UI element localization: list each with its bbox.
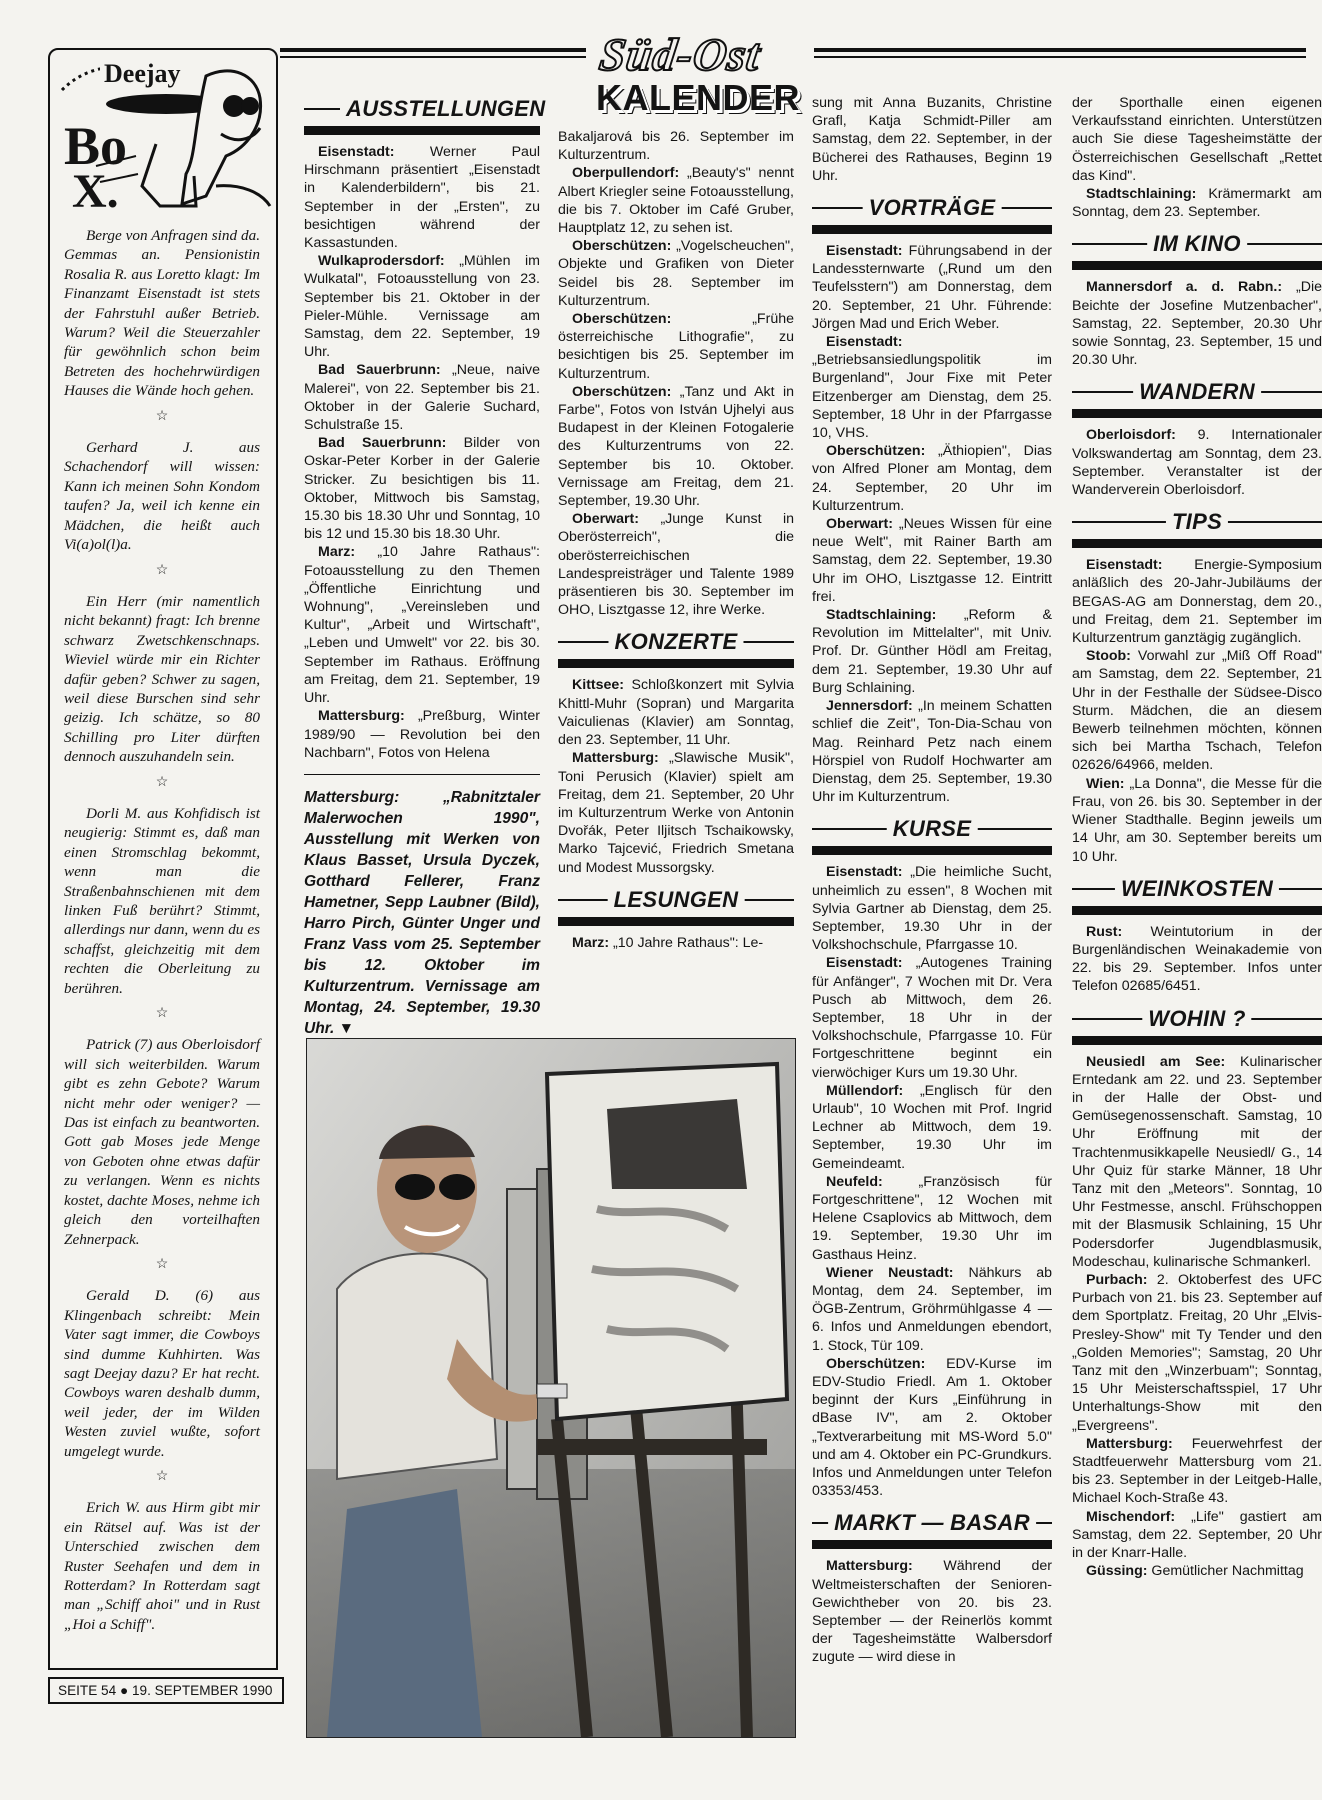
calendar-entry bbox=[1072, 1053, 1322, 1271]
calendar-entry bbox=[812, 442, 1052, 515]
calendar-entry bbox=[812, 242, 1052, 333]
entry-text: Während der Weltmeisterschaften der Senioren-Gewichtheber von 20. bis 23. September — der Reinerlös kommt der Tagesheimstätte Walbersdorf zugute — wird diese in bbox=[812, 1558, 1052, 1666]
section-header-ausstellungen: AUSSTELLUNGEN bbox=[304, 96, 540, 135]
entries-konzerte bbox=[558, 676, 794, 876]
photo-illustration bbox=[307, 1039, 795, 1737]
deejay-letter: Ein Herr (mir namentlich nicht bekannt) fragt: Ich brenne schwarz Zwetschkenschnaps. Wieviel würde mir ein Richter dafür geben? Schwer zu sagen, weil diese Burschen sind sehr geizig. Ich schätze, so 80 Schilling pro Liter dürften dennoch auszuhandeln sein. bbox=[64, 592, 260, 766]
deejay-letter: Gerhard J. aus Schachendorf will wissen: Kann ich meinen Sohn Kondom taufen? Ja, weil ich kenne ein Mädchen, die heißt auch Vi(a)ol(l)a. bbox=[64, 439, 260, 554]
entry-place: Mattersburg: bbox=[572, 750, 659, 767]
entry-text: „Preßburg, Winter 1989/90 — Revolution bei den Nachbarn", Fotos von Helena bbox=[304, 708, 540, 761]
entry-text: „10 Jahre Rathaus": Fotoausstellung zu den Themen „Öffentliche Einrichtung und Wohnung", „Vereinsleben und Kultur", „Arbeit und Wirtschaft", „Leben und Umwelt" vor 22. bis 30. September im Rathaus. Eröffnung am Freitag, dem 21. September, 19 Uhr. bbox=[304, 544, 540, 707]
entry-text: „In meinem Schatten schlief die Zeit", Ton-Dia-Schau von Mag. Reinhard Petz nach einem Hörspiel von Rudolf Hochwarter am Dienstag, dem 25. September, 19.30 Uhr im Kulturzentrum. bbox=[812, 698, 1052, 806]
entry-place: Eisenstadt: bbox=[826, 955, 903, 972]
entry-text: „Life" gastiert am Samstag, dem 22. September, 20 Uhr in der Knarr-Halle. bbox=[1072, 1508, 1322, 1561]
section-header-im-kino: IM KINO bbox=[1072, 231, 1322, 270]
entry-place: Rust: bbox=[1086, 923, 1123, 940]
star-divider-icon: ☆ bbox=[155, 1006, 169, 1022]
lead-text: der Sporthalle einen eigenen Verkaufsstand einrichten. Unterstützen auch Sie diese Tagesheimstätte der Österreichischen Gesellschaft „Rettet das Kind". bbox=[1072, 95, 1322, 184]
entry-text: Bilder von Oskar-Peter Korber in der Galerie Stricker. Zu besichtigen bis 11. Oktober, Mittwoch bis Samstag, 15.30 bis 18.30 Uhr und Sonntag, 10 bis 12 und 15.30 bis 18.30 Uhr. bbox=[304, 435, 541, 543]
entry-text: Energie-Symposium anläßlich des 20-Jahr-Jubiläums der BEGAS-AG am Donnerstag, dem 20., und Freitag, dem 21. September im Kulturzentrum ganztägig zugänglich. bbox=[1072, 557, 1322, 647]
entries-lesungen bbox=[558, 934, 794, 952]
column-4-inner bbox=[1072, 94, 1322, 1580]
calendar-entry bbox=[1072, 647, 1322, 774]
calendar-entry bbox=[304, 707, 540, 762]
masthead-rule-right bbox=[814, 48, 1306, 52]
deejay-letter: Berge von Anfragen sind da. Gemmas an. Pensionistin Rosalia R. aus Loretto klagt: Im Finanzamt Eisenstadt ist stets der Fahrstuhl außer Betrieb. Warum? Weil die Steuerzahler für gewöhnlich schon beim Betreten des hochehrwürdigen Hauses die Wände hoch gehen. bbox=[64, 227, 260, 400]
section-header-weinkosten: WEINKOSTEN bbox=[1072, 876, 1322, 915]
entry-text: „Äthiopien", Dias von Alfred Ploner am Montag, dem 24. September, 20 Uhr im Kulturzentrum. bbox=[812, 443, 1052, 514]
calendar-entry bbox=[558, 749, 794, 876]
entry-place: Oberschützen: bbox=[572, 238, 672, 255]
star-divider-icon: ☆ bbox=[155, 562, 169, 578]
calendar-entry bbox=[304, 361, 540, 434]
entry-place: Müllendorf: bbox=[826, 1082, 904, 1099]
section-header-markt-basar: MARKT — BASAR bbox=[812, 1510, 1052, 1549]
entry-place: Wiener Neustadt: bbox=[826, 1264, 954, 1281]
entry-place: Mattersburg: bbox=[826, 1558, 913, 1575]
entry-place: Marz: bbox=[572, 934, 610, 951]
entry-text: „Vogelscheuchen", Objekte und Grafiken von Dieter Seidel bis 28. September im Kulturzentrum. bbox=[558, 238, 794, 309]
calendar-entry bbox=[558, 510, 794, 619]
entry-text: Führungsabend in der Landessternwarte („Rund um den Teufelsstern") am Donnerstag, dem 20. September, 21 Uhr. Führende: Jörgen Mad und Erich Weber. bbox=[812, 243, 1052, 332]
calendar-entry bbox=[558, 934, 794, 952]
entry-text: „Frühe österreichische Lithografie", zu besichtigen bis 25. September im Kulturzentrum. bbox=[558, 311, 794, 382]
entry-place: Oberschützen: bbox=[572, 383, 672, 400]
lead-text: Bakaljarová bis 26. September im Kulturzentrum. bbox=[558, 129, 794, 164]
deejay-logo-x: X. bbox=[72, 165, 119, 218]
star-divider-icon: ☆ bbox=[155, 1256, 169, 1272]
entry-place: Stadtschlaining: bbox=[1086, 186, 1197, 203]
entry-text: 2. Oktoberfest des UFC Purbach von 21. bis 23. September auf dem Sportplatz. Freitag, 20 Uhr „Elvis-Presley-Show" mit Ty Tender und den „Golden Memories"; Samstag, 20 Uhr Tanz mit den „Winzerbuam"; Sonntag, 15 Uhr Meisterschaftsspiel, 17 Uhr Unterhaltungs-Show mit den „Evergreens". bbox=[1072, 1271, 1322, 1434]
calendar-entry bbox=[812, 1173, 1052, 1264]
entry-place: Stoob: bbox=[1086, 648, 1131, 665]
entry-place: Oberschützen: bbox=[826, 443, 926, 460]
calendar-entry bbox=[1072, 1562, 1322, 1580]
calendar-entry bbox=[304, 434, 540, 543]
entry-place: Oberloisdorf: bbox=[1086, 427, 1176, 444]
masthead bbox=[592, 30, 812, 126]
entry-text: „Mühlen im Wulkatal", Fotoausstellung von 23. September bis 21. Oktober in der Pieler-Mühle. Vernissage am Samstag, dem 22. September, 19 Uhr. bbox=[304, 253, 540, 361]
highlight-rabnitztaler: Mattersburg: „Rabnitztaler Malerwochen 1990", Ausstellung mit Werken von Klaus Basset, Ursula Dyczek, Gotthard Fellerer, Franz Hametner, Sepp Laubner (Bild), Harro Pirch, Günter Unger und Franz Vass vom 25. September bis 12. Oktober im Kulturzentrum. Vernissage am Montag, 24. September, 19.30 Uhr. ▼ bbox=[304, 788, 540, 1037]
entry-text: Kulinarischer Erntedank am 22. und 23. September in der Halle der Obst- und Gemüsegenossenschaft. Samstag, 10 Uhr Eröffnung mit der Trachtenmusikkapelle Neusiedl/ G., 14 Uhr Quiz für starke Männer, 18 Uhr Tanz mit den „Meteors". Sonntag, 10 Uhr Festmesse, anschl. Frühschoppen mit der Blasmusik Schlaining, 15 Uhr Podersdorfer Jugendblasmusik, Modeschau, kulinarische Schmankerl. bbox=[1072, 1053, 1322, 1270]
entry-text: Schloßkonzert mit Sylvia Khittl-Muhr (Sopran) und Margarita Vaiculienas (Klavier) am Sonntag, den 23. September, 11 Uhr. bbox=[558, 677, 794, 749]
entry-place: Kittsee: bbox=[572, 677, 625, 694]
entries-im-kino bbox=[1072, 278, 1322, 369]
entry-text: EDV-Kurse im EDV-Studio Friedl. Am 1. Oktober beginnt der Kurs „Einführung in dBase IV", am 2. Oktober „Textverarbeitung mit MS-Word 5.0" und am 4. Oktober ein PC-Grundkurs. Infos und Anmeldungen unter Telefon 03353/453. bbox=[812, 1355, 1052, 1500]
calendar-entry bbox=[1072, 426, 1322, 499]
calendar-entry bbox=[812, 954, 1052, 1081]
calendar-entry bbox=[812, 333, 1052, 442]
entry-place: Oberschützen: bbox=[572, 311, 672, 328]
entry-place: Mannersdorf a. d. Rabn.: bbox=[1086, 279, 1283, 296]
entries-weinkosten bbox=[1072, 923, 1322, 996]
column-ausstellungen bbox=[304, 94, 546, 1037]
entry-text: „Englisch für den Urlaub", 10 Wochen mit Prof. Ingrid Lechner ab Mittwoch, dem 19. September, 19.30 Uhr im Gemeindeamt. bbox=[812, 1082, 1052, 1172]
calendar-entry bbox=[558, 310, 794, 383]
calendar-entry bbox=[812, 697, 1052, 806]
calendar-entry bbox=[1072, 1508, 1322, 1563]
entry-text: „Französisch für Fortgeschrittene", 12 Wochen mit Helene Csaplovics ab Mittwoch, dem 19. September, 19.30 Uhr im Gasthaus Heinz. bbox=[812, 1173, 1052, 1263]
entry-place: Purbach: bbox=[1086, 1271, 1148, 1288]
deejay-box bbox=[48, 48, 278, 1670]
entry-place: Stadtschlaining: bbox=[826, 607, 937, 624]
entry-place: Oberschützen: bbox=[826, 1355, 926, 1372]
calendar-entry bbox=[304, 252, 540, 361]
calendar-entry bbox=[812, 863, 1052, 954]
column-4 bbox=[1072, 94, 1322, 1754]
calendar-entry bbox=[812, 606, 1052, 697]
masthead-title: KALENDER bbox=[596, 77, 801, 118]
entry-text: „10 Jahre Rathaus": Le- bbox=[609, 934, 764, 951]
entry-place: Mattersburg: bbox=[318, 708, 405, 725]
section-header-tips: TIPS bbox=[1072, 509, 1322, 548]
entry-place: Neufeld: bbox=[826, 1173, 883, 1190]
section-header-kurse: KURSE bbox=[812, 816, 1052, 855]
deejay-letter: Patrick (7) aus Oberloisdorf will sich weiterbilden. Warum gibt es zehn Gebote? Warum nicht mehr oder weniger? — Das ist einfach zu beantworten. Gott gab Moses jede Menge von Geboten ohne etwas dafür zu verlangen. Wenn es nichts kostet, dachte Moses, nehme ich gleich den vorteilhaften Zehnerpack. bbox=[64, 1036, 260, 1248]
calendar-entry bbox=[558, 676, 794, 749]
star-divider-icon: ☆ bbox=[155, 1468, 169, 1484]
entry-text: „Tanz und Akt in Farbe", Fotos von István Ujhelyi aus Budapest in der Kleinen Fotogalerie des Kulturzentrums von 22. September bis 10. Oktober. Vernissage am Freitag, dem 21. September, 19.30 Uhr. bbox=[558, 383, 794, 510]
entry-place: Wien: bbox=[1086, 775, 1125, 792]
calendar-entry bbox=[1072, 556, 1322, 647]
entry-text: Werner Paul Hirschmann präsentiert „Eisenstadt in Kalenderbildern", bis 21. September in der „Ersten", zu besichtigen während der Kassastunden. bbox=[304, 144, 540, 252]
lead-text: sung mit Anna Buzanits, Christine Grafl, Katja Schmidt-Piller am Samstag, dem 22. September, in der Bücherei des Rathauses, Beginn 19 Uhr. bbox=[812, 95, 1052, 184]
entry-text: „Die Beichte der Josefine Mutzenbacher", Samstag, 22. September, 20.30 Uhr sowie Sonntag, 23. September, 15 und 20.30 Uhr. bbox=[1072, 279, 1322, 369]
entry-text: „Slawische Musik", Toni Perusich (Klavier) spielt am Freitag, dem 21. September, 20 Uhr im Kulturzentrum Werke von Antonin Dvořák, Peter Iljitsch Tschaikowsky, Marko Tajcević, Friedrich Smetana und Modest Mussorgsky. bbox=[558, 750, 794, 876]
entry-text: „Junge Kunst in Oberösterreich", die oberösterreichischen Landespreisträger und Talente 1989 präsentieren bis 30. September im OHO, Lisztgasse 12, ihre Werke. bbox=[558, 511, 794, 619]
entry-place: Eisenstadt: bbox=[318, 144, 395, 160]
entry-place: Eisenstadt: bbox=[826, 864, 903, 881]
calendar-entry bbox=[304, 543, 540, 707]
entry-place: Jennersdorf: bbox=[826, 698, 913, 715]
calendar-entry bbox=[1072, 1271, 1322, 1435]
section-header-vortraege: VORTRÄGE bbox=[812, 195, 1052, 234]
calendar-entry bbox=[1072, 923, 1322, 996]
deejay-letter: Erich W. aus Hirm gibt mir ein Rätsel auf. Was ist der Unterschied zwischen dem Ruster Seehafen und dem in Rotterdam? In Rotterdam sagt man „Schiff ahoi" und in Rust „Hoi a Schiff". bbox=[64, 1499, 260, 1633]
entry-text: Krämermarkt am Sonntag, dem 23. September. bbox=[1072, 186, 1322, 221]
entry-place: Eisenstadt: bbox=[826, 334, 903, 351]
deejay-letters bbox=[64, 226, 260, 1638]
entry-text: Nähkurs ab Montag, dem 24. September, im ÖGB-Zentrum, Gröhrmühlgasse 4 — 6. Infos und Anmeldungen ebendort, 1. Stock, Tür 109. bbox=[812, 1264, 1052, 1354]
entry-place: Mischendorf: bbox=[1086, 1508, 1176, 1525]
entry-place: Oberpullendorf: bbox=[572, 165, 680, 182]
entry-place: Eisenstadt: bbox=[1086, 557, 1163, 574]
entry-place: Bad Sauerbrunn: bbox=[318, 362, 441, 379]
entry-place: Eisenstadt: bbox=[826, 243, 903, 260]
entries-wohin bbox=[1072, 1053, 1322, 1581]
calendar-entry bbox=[558, 164, 794, 237]
deejay-logo bbox=[56, 56, 272, 216]
entry-place: Güssing: bbox=[1086, 1563, 1148, 1580]
entry-place: Bad Sauerbrunn: bbox=[318, 435, 447, 452]
entry-place: Oberwart: bbox=[572, 511, 640, 528]
entries-ausstellungen bbox=[304, 143, 540, 762]
calendar-entry bbox=[1072, 278, 1322, 369]
entry-text: „Neues Wissen für eine neue Welt", mit Rainer Barth am Samstag, dem 22. September, 19.30 Uhr im OHO, Lisztgasse 12. Eintritt frei. bbox=[812, 516, 1052, 605]
masthead-rule-left-thin bbox=[280, 56, 586, 58]
page-footer: SEITE 54 ● 19. SEPTEMBER 1990 bbox=[48, 1677, 284, 1704]
section-header-lesungen: LESUNGEN bbox=[558, 887, 794, 926]
entry-place: Mattersburg: bbox=[1086, 1435, 1173, 1452]
calendar-entry bbox=[812, 1355, 1052, 1501]
star-divider-icon: ☆ bbox=[155, 774, 169, 790]
section-header-wandern: WANDERN bbox=[1072, 379, 1322, 418]
entry-place: Neusiedl am See: bbox=[1086, 1053, 1226, 1070]
entries-wandern bbox=[1072, 426, 1322, 499]
entry-text: „La Donna", die Messe für die Frau, von 26. bis 30. September in der Wiener Stadthalle. Beginn jeweils um 14 Uhr, am 30. September bereits um 10 Uhr. bbox=[1072, 775, 1322, 865]
entry-text: Feuerwehrfest der Stadtfeuerwehr Mattersburg vom 21. bis 23. September in der Leitgeb-Halle, Michael Koch-Straße 43. bbox=[1072, 1435, 1322, 1507]
entry-text: „Beauty's" nennt Albert Kriegler seine Fotoausstellung, die bis 7. Oktober im Café Gruber, Hauptplatz 12, zu sehen ist. bbox=[558, 165, 794, 237]
calendar-entry bbox=[812, 1557, 1052, 1666]
star-divider-icon: ☆ bbox=[155, 408, 169, 424]
entry-text: „Reform & Revolution im Mittelalter", mit Univ. Prof. Dr. Günther Hödl am Freitag, dem 21. September, 19.30 Uhr auf Burg Schlaining. bbox=[812, 607, 1052, 696]
entries-stadtschlaining bbox=[1072, 185, 1322, 221]
entry-text: Weintutorium in der Burgenländischen Weinakademie von 22. bis 29. September. Infos unter Telefon 02685/6451. bbox=[1072, 923, 1322, 995]
masthead-rule-left bbox=[280, 48, 586, 52]
entries-kurse bbox=[812, 863, 1052, 1500]
calendar-entry bbox=[558, 383, 794, 510]
column-3 bbox=[812, 94, 1052, 1754]
entry-text: „Neue, naive Malerei", von 22. September bis 21. Oktober in der Galerie Suchard, Schulstraße 15. bbox=[304, 362, 540, 434]
entry-text: „Betriebsansiedlungspolitik im Burgenland", Jour Fixe mit Peter Eitzenberger am Dienstag, dem 25. September, 18 Uhr in der Pfarrgasse 10, VHS. bbox=[812, 352, 1052, 442]
calendar-entry bbox=[812, 515, 1052, 606]
calendar-entry bbox=[558, 237, 794, 310]
deejay-letter: Gerald D. (6) aus Klingenbach schreibt: Mein Vater sagt immer, die Cowboys sind dumme Kuhhirten. Was sagt Deejay dazu? Er hat recht. Cowboys waren deshalb dumm, weil jeder, der im Wilden Westen zuviel wußte, sofort umgelegt wurde. bbox=[64, 1287, 260, 1460]
deejay-letter: Dorli M. aus Kohfidisch ist neugierig: Stimmt es, daß man einen Stromschlag bekommt, wenn man die Straßenbahnschienen mit dem linken Fuß berührt? Stimmt, allerdings nur dann, wenn du es schaffst, gleichzeitig mit dem rechten die Oberleitung zu berühren. bbox=[64, 804, 260, 997]
entry-place: Oberwart: bbox=[826, 516, 894, 533]
calendar-entry bbox=[1072, 775, 1322, 866]
calendar-entry bbox=[812, 1082, 1052, 1173]
calendar-entry bbox=[1072, 185, 1322, 221]
entry-text: 9. Internationaler Volkswandertag am Sonntag, dem 23. September. Veranstalter ist der Wanderverein Oberloisdorf. bbox=[1072, 427, 1322, 499]
entry-text: Gemütlicher Nachmittag bbox=[1147, 1563, 1304, 1580]
entries-markt-basar bbox=[812, 1557, 1052, 1666]
entry-text: „Die heimliche Sucht, unheimlich zu essen", 8 Wochen mit Sylvia Gartner ab Dienstag, dem 25. September, 19.30 Uhr in der Volkshochschule, Pfarrgasse 10. bbox=[812, 864, 1052, 954]
masthead-rule-right-thin bbox=[814, 56, 1306, 58]
deejay-logo-bo: Bo bbox=[64, 116, 128, 176]
section-header-wohin: WOHIN ? bbox=[1072, 1006, 1322, 1045]
calendar-entry bbox=[812, 1264, 1052, 1355]
masthead-script: Süd-Ost bbox=[596, 29, 765, 80]
calendar-entry bbox=[304, 143, 540, 252]
calendar-entry bbox=[1072, 1435, 1322, 1508]
entries-col2 bbox=[558, 164, 794, 619]
entry-text: „Autogenes Training für Anfänger", 7 Wochen mit Dr. Vera Pusch ab Mittwoch, dem 26. September, 18 Uhr in der Volkshochschule, Pfarrgasse 10. Für Fortgeschrittene beginnt ein vierwöchiger Kurs um 19.30 Uhr. bbox=[812, 955, 1052, 1081]
photo-artist-at-easel bbox=[306, 1038, 796, 1738]
entries-tips bbox=[1072, 556, 1322, 865]
entry-place: Marz: bbox=[318, 544, 356, 561]
entry-place: Wulkaprodersdorf: bbox=[318, 253, 445, 270]
deejay-logo-top: Deejay bbox=[100, 60, 185, 88]
entries-vortraege bbox=[812, 242, 1052, 806]
column-2 bbox=[558, 128, 794, 1028]
divider-rule bbox=[304, 774, 540, 775]
section-header-konzerte: KONZERTE bbox=[558, 629, 794, 668]
entry-text: Vorwahl zur „Miß Off Road" am Samstag, dem 22. September, 21 Uhr in der Festhalle der Südsee-Disco Sturm. Mädchen, die an diesem Bewerb teilnehmen möchten, können sich bei Martha Tschach, Telefon 02626/64966, melden. bbox=[1072, 648, 1322, 774]
